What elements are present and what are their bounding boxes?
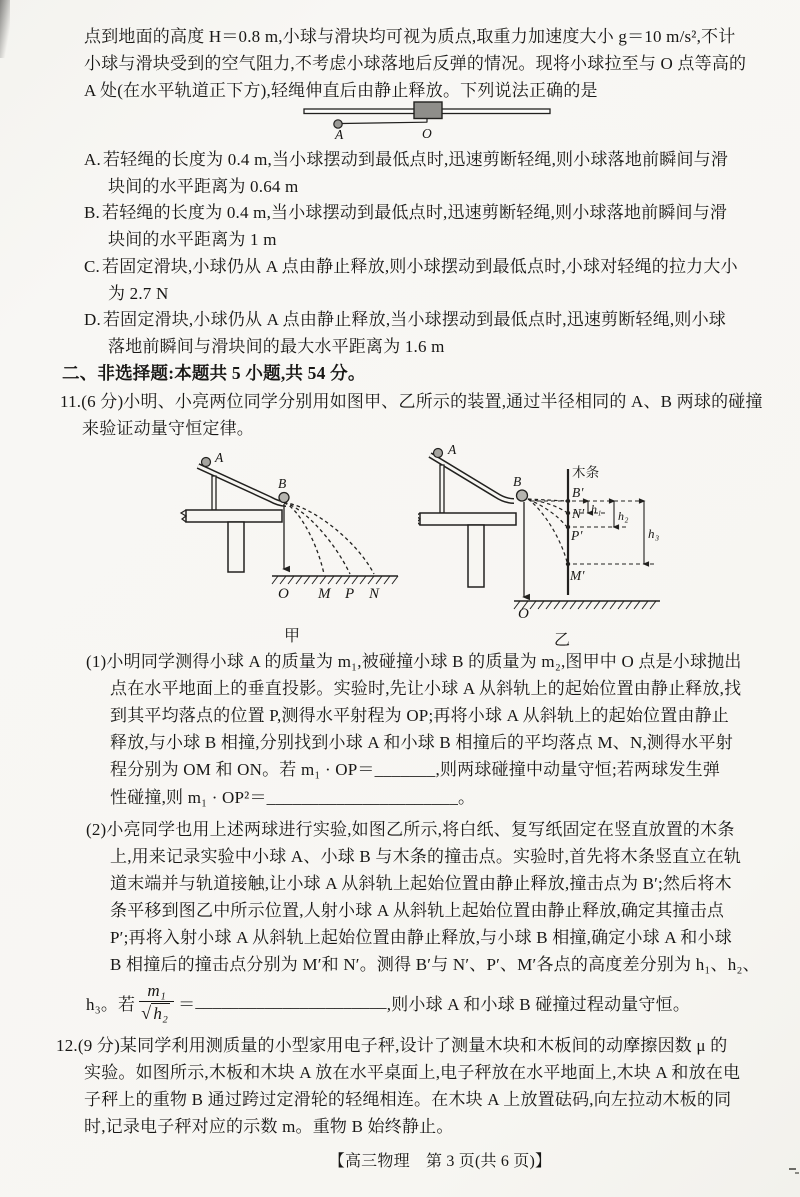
option-d-label: D.: [84, 310, 101, 329]
option-d-text: 若固定滑块,小球仍从 A 点由静止释放,当小球摆动到最低点时,迅速剪断轻绳,则小球: [102, 310, 726, 329]
label-h1: h₁: [591, 502, 602, 516]
ball-a: [434, 449, 443, 458]
label-a: A: [215, 450, 224, 465]
label-n-prime: N′: [572, 506, 585, 521]
trajectories: [528, 499, 567, 562]
fraction-pre-text: h₃。若: [86, 994, 136, 1014]
q12-stem: [56, 1032, 727, 1059]
ball-b: [279, 493, 289, 503]
fraction-denominator: [139, 1001, 174, 1023]
caption-yi: 乙: [554, 632, 571, 649]
label-point-p: P: [345, 586, 355, 602]
option-a-label: A.: [84, 150, 101, 169]
ground-hatching: [272, 576, 398, 584]
figure-jia: [158, 446, 410, 651]
option-c-text: 若固定滑块,小球仍从 A 点由静止释放,则小球摆动到最低点时,小球对轻绳的拉力大小: [102, 257, 738, 276]
q12-line: 子秤上的重物 B 通过跨过定滑轮的轻绳相连。在木块 A 上放置砝码,向左拉动木板的同: [84, 1090, 732, 1109]
q11-part2-line: (2)小亮同学也用上述两球进行实验,如图乙所示,将白纸、复写纸固定在竖直放置的木条: [86, 820, 735, 839]
q12-line: (9 分)某同学利用测质量的小型家用电子秤,设计了测量木块和木板间的动摩擦因数 μ 的: [77, 1036, 728, 1055]
label-point-o: O: [518, 606, 530, 622]
option-c-label: C.: [84, 257, 100, 276]
fraction-equals: ＝: [178, 994, 196, 1014]
q10-figure: [298, 98, 558, 149]
label-a: A: [448, 443, 457, 457]
option-a: [84, 146, 728, 173]
label-h2: h₂: [618, 509, 629, 523]
label-o: O: [422, 126, 432, 141]
radical-sign: √: [141, 1002, 152, 1023]
q11-part1-line: 性碰撞,则 m₁ · OP²＝______________________。: [110, 788, 476, 807]
option-b-text: 若轻绳的长度为 0.4 m,当小球摆动到最低点时,迅速剪断轻绳,则小球落地前瞬间与滑: [102, 203, 728, 222]
fraction-post-text: ,则小球 A 和小球 B 碰撞过程动量守恒。: [386, 994, 691, 1014]
slider-block: [414, 102, 442, 119]
option-d-text: 落地前瞬间与滑块间的最大水平距离为 1.6 m: [108, 337, 445, 356]
ball-b: [517, 490, 528, 501]
q11-stem-text: 来验证动量守恒定律。: [82, 419, 254, 438]
label-h3: h₃: [648, 526, 660, 541]
ball-a: [202, 458, 211, 467]
string: [342, 122, 427, 123]
option-b-text: 块间的水平距离为 1 m: [108, 230, 277, 249]
table-top: [186, 510, 282, 522]
q11-part1-line: (1)小明同学测得小球 A 的质量为 m₁,被碰撞小球 B 的质量为 m₂,图甲中 O 点是小球抛出: [86, 652, 742, 671]
ground-hatching: [514, 601, 656, 609]
q10-intro-line: 点到地面的高度 H＝0.8 m,小球与滑块均可视为质点,取重力加速度大小 g＝10 m/s²,不计: [84, 27, 736, 46]
label-point-o: O: [278, 586, 290, 602]
table-leg: [228, 522, 244, 572]
label-p-prime: P′: [571, 528, 583, 543]
q10-intro-line: A 处(在水平轨道正下方),轻绳伸直后由静止释放。下列说法正确的是: [84, 81, 598, 100]
option-c: [84, 253, 738, 280]
q11-stem-text: (6 分)小明、小亮两位同学分别用如图甲、乙所示的装置,通过半径相同的 A、B 两球的碰撞: [81, 392, 763, 411]
label-b: B: [278, 476, 287, 491]
q11-stem: [60, 388, 763, 415]
q12-line: 实验。如图所示,木板和木块 A 放在水平桌面上,电子秤放在水平地面上,木块 A 和放在电: [84, 1063, 741, 1082]
label-b: B: [513, 474, 522, 489]
label-m-prime: M′: [570, 568, 585, 583]
table-leg: [468, 525, 484, 587]
ramp-post: [212, 476, 216, 510]
trajectories: [284, 503, 374, 574]
board-label: 木条: [572, 465, 600, 480]
page-footer: 【高三物理 第 3 页(共 6 页)】: [328, 1153, 552, 1170]
option-b-label: B.: [84, 203, 100, 222]
q11-part2-line: B 相撞后的撞击点分别为 M′和 N′。测得 B′与 N′、P′、M′各点的高度差分别为 h₁、h₂、: [110, 955, 760, 974]
scan-smudge: [0, 0, 10, 58]
q11-part2-line: P′;再将入射小球 A 从斜轨上起始位置由静止释放,与小球 B 相撞,确定小球 A 和小球: [110, 928, 732, 947]
option-b: [84, 199, 727, 226]
q11-part2-line: 条平移到图乙中所示位置,人射小球 A 从斜轨上起始位置由静止释放,确定其撞击点: [110, 901, 725, 920]
figure-yi: [418, 443, 670, 656]
caption-jia: 甲: [284, 628, 301, 645]
label-point-n: N: [369, 586, 380, 602]
q11-part1-line: 到其平均落点的位置 P,测得水平射程为 OP;再将小球 A 从斜轨上的起始位置由静止: [110, 706, 730, 725]
q11-part1-line: 程分别为 OM 和 ON。若 m₁ · OP＝_______,则两球碰撞中动量守恒;若两球发生弹: [110, 760, 721, 779]
q11-number: 11.: [60, 392, 82, 411]
q12-number: 12.: [56, 1036, 78, 1055]
q11-part2-fraction-line: [86, 978, 690, 1026]
fraction-numerator: m₁: [147, 980, 166, 1000]
option-a-text: 块间的水平距离为 0.64 m: [108, 177, 299, 196]
section-header: 二、非选择题:本题共 5 小题,共 54 分。: [62, 363, 366, 383]
label-b-prime: B′: [572, 485, 584, 500]
option-d: [84, 306, 726, 333]
option-a-text: 若轻绳的长度为 0.4 m,当小球摆动到最低点时,迅速剪断轻绳,则小球落地前瞬间与滑: [102, 150, 729, 169]
q11-part2-line: 上,用来记录实验中小球 A、小球 B 与木条的撞击点。实验时,首先将木条竖直立在轨: [110, 847, 742, 866]
q11-part1-line: 点在水平地面上的垂直投影。实验时,先让小球 A 从斜轨上的起始位置由静止释放,找: [110, 679, 742, 698]
fraction: [139, 982, 174, 1023]
option-c-text: 为 2.7 N: [108, 284, 169, 303]
answer-blank: ______________________: [195, 992, 387, 1011]
q11-part2-line: 道末端并与轨道接触,让小球 A 从斜轨上起始位置由静止释放,撞击点为 B′;然后将木: [110, 874, 732, 893]
q12-line: 时,记录电子秤对应的示数 m。重物 B 始终静止。: [84, 1117, 454, 1136]
label-a: A: [335, 127, 344, 142]
radicand: h₂: [153, 1003, 169, 1023]
table-top: [420, 513, 516, 525]
q10-intro-line: 小球与滑块受到的空气阻力,不考虑小球落地后反弹的情况。现将小球拉至与 O 点等高的: [84, 54, 747, 73]
q11-part1-line: 释放,与小球 B 相撞,分别找到小球 A 和小球 B 相撞后的平均落点 M、N,测得水平射: [110, 733, 733, 752]
label-point-m: M: [318, 586, 331, 602]
ramp-post: [440, 465, 444, 513]
